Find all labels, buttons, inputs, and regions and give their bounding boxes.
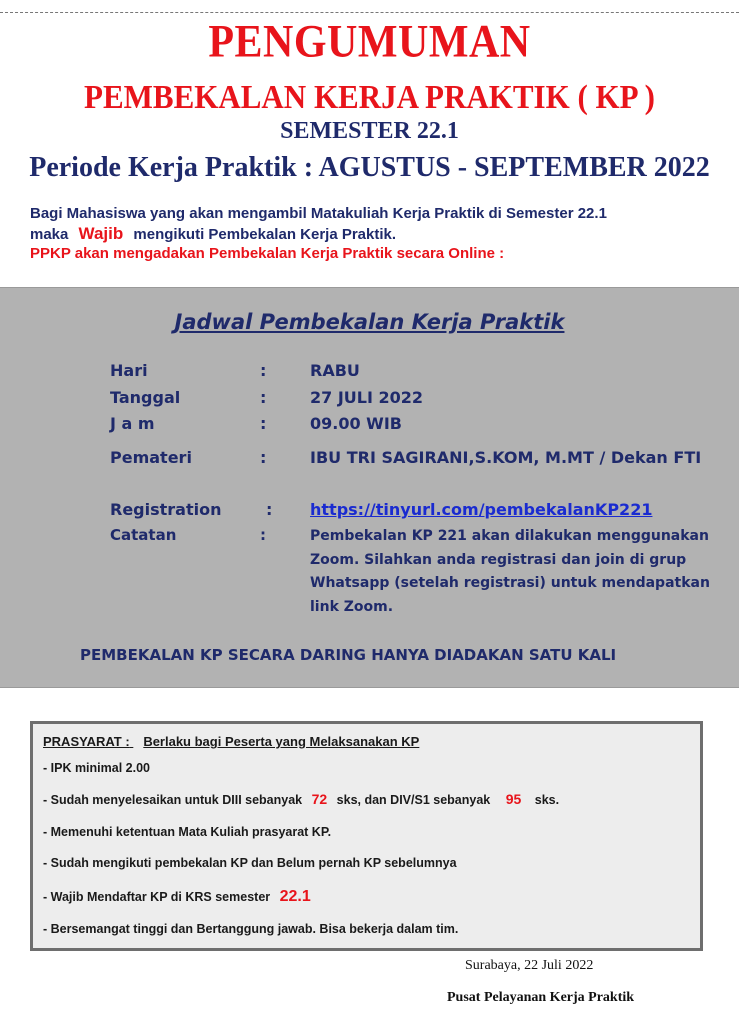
registration-colon: : — [266, 500, 273, 519]
catatan-value: Pembekalan KP 221 akan dilakukan menggunakan Zoom. Silahkan anda registrasi dan join di grup Whatsapp (setelah registrasi) untuk mendapatkan link Zoom. — [310, 528, 710, 615]
wajib-emphasis: Wajib — [78, 224, 124, 243]
intro-line-1: Bagi Mahasiswa yang akan mengambil Matakuliah Kerja Praktik di Semester 22.1 — [30, 205, 607, 222]
intro-line-2-pre: maka — [30, 226, 69, 243]
prasyarat-title — [43, 734, 419, 749]
jam-colon: : — [260, 414, 267, 433]
prasyarat-label: PRASYARAT : — [43, 734, 130, 749]
announcement-title: PENGUMUMAN — [208, 16, 531, 68]
schedule-title: Jadwal Pembekalan Kerja Praktik — [174, 310, 565, 334]
jam-value: 09.00 WIB — [310, 414, 402, 433]
pemateri-value: IBU TRI SAGIRANI,S.KOM, M.MT / Dekan FTI — [310, 448, 702, 467]
intro-line-2-post: mengikuti Pembekalan Kerja Praktik. — [133, 226, 397, 243]
prasyarat-desc: Berlaku bagi Peserta yang Melaksanakan KP — [143, 734, 420, 749]
prasyarat-item-krs — [43, 888, 311, 906]
hari-label: Hari — [110, 361, 148, 380]
hari-value: RABU — [310, 361, 360, 380]
sks-d3-value: 72 — [311, 791, 328, 807]
prasyarat-item-ipk: - IPK minimal 2.00 — [43, 761, 150, 775]
schedule-footer-note: PEMBEKALAN KP SECARA DARING HANYA DIADAKAN SATU KALI — [80, 646, 617, 664]
krs-pre: - Wajib Mendaftar KP di KRS semester — [43, 890, 271, 904]
registration-label: Registration — [110, 500, 222, 519]
krs-semester-value: 22.1 — [279, 888, 311, 905]
signature-organization: Pusat Pelayanan Kerja Praktik — [447, 990, 635, 1005]
tanggal-value: 27 JULI 2022 — [310, 388, 424, 407]
jam-label: J a m — [110, 414, 155, 433]
semester-heading: SEMESTER 22.1 — [280, 118, 459, 144]
catatan-colon: : — [260, 526, 266, 544]
schedule-panel — [0, 287, 739, 688]
prasyarat-box — [30, 721, 703, 951]
sks-pre: - Sudah menyelesaikan untuk DIII sebanyak — [43, 793, 303, 807]
intro-line-3: PPKP akan mengadakan Pembekalan Kerja Praktik secara Online : — [30, 245, 505, 262]
hari-colon: : — [260, 361, 267, 380]
prasyarat-item-pembekalan: - Sudah mengikuti pembekalan KP dan Belum pernah KP sebelumnya — [43, 856, 457, 870]
sks-post: sks. — [534, 793, 560, 807]
tanggal-colon: : — [260, 388, 267, 407]
prasyarat-item-matakuliah: - Memenuhi ketentuan Mata Kuliah prasyarat KP. — [43, 825, 332, 839]
registration-link[interactable]: https://tinyurl.com/pembekalanKP221 — [310, 500, 653, 519]
dashed-divider — [0, 12, 739, 13]
sks-mid: sks, dan DIV/S1 sebanyak — [336, 793, 491, 807]
catatan-label: Catatan — [110, 526, 177, 544]
sks-s1-value: 95 — [505, 791, 522, 807]
intro-line-2 — [30, 224, 396, 244]
signature-place-date: Surabaya, 22 Juli 2022 — [465, 958, 594, 973]
pemateri-label: Pemateri — [110, 448, 192, 467]
announcement-subtitle: PEMBEKALAN KERJA PRAKTIK ( KP ) — [84, 77, 655, 116]
pemateri-colon: : — [260, 448, 267, 467]
periode-heading: Periode Kerja Praktik : AGUSTUS - SEPTEMBER 2022 — [29, 152, 710, 183]
prasyarat-item-semangat: - Bersemangat tinggi dan Bertanggung jawab. Bisa bekerja dalam tim. — [43, 922, 459, 936]
prasyarat-item-sks — [43, 791, 559, 807]
tanggal-label: Tanggal — [110, 388, 181, 407]
